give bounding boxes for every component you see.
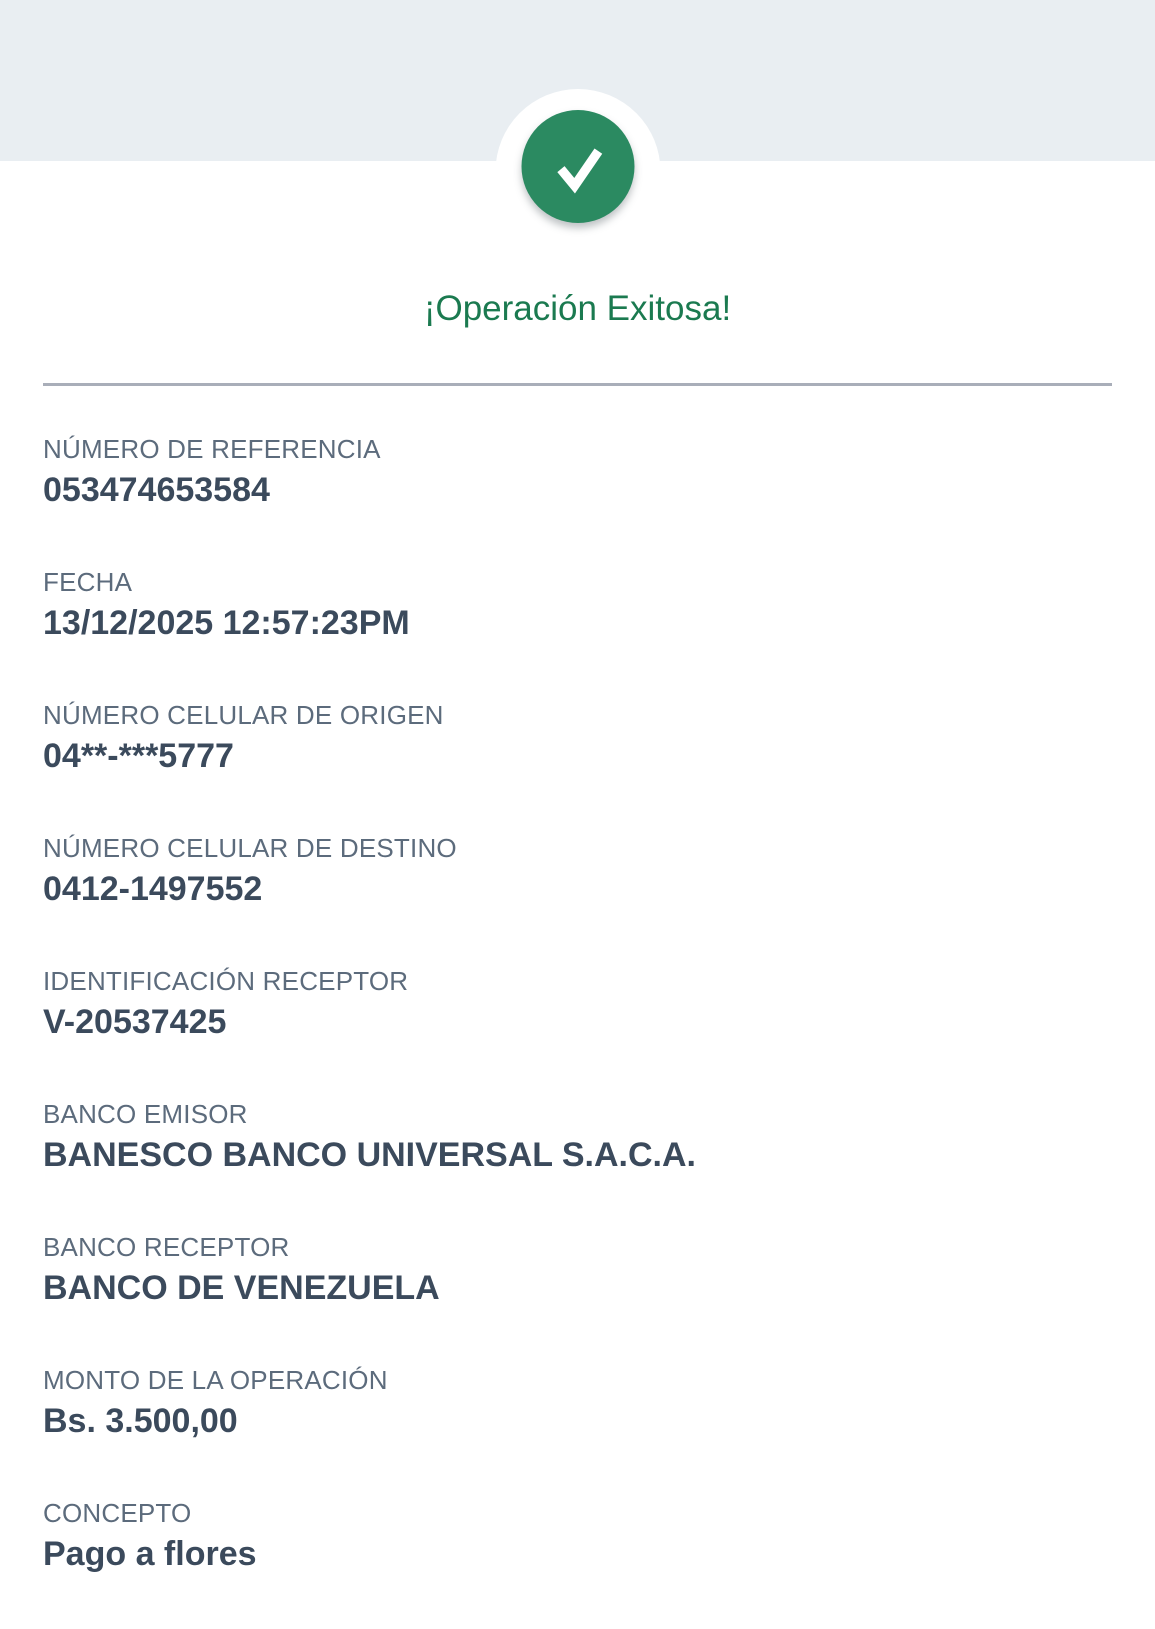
field-label: CONCEPTO: [43, 1498, 192, 1528]
field-value: 0412-1497552: [43, 870, 263, 908]
field-label: BANCO RECEPTOR: [43, 1232, 290, 1262]
field-identificacion-receptor: [43, 964, 1112, 1043]
success-badge: [495, 89, 660, 254]
field-celular-origen: [43, 698, 1112, 777]
field-label: NÚMERO CELULAR DE DESTINO: [43, 833, 457, 863]
field-monto-operacion: [43, 1363, 1112, 1442]
field-label: NÚMERO CELULAR DE ORIGEN: [43, 700, 444, 730]
receipt-fields: [0, 432, 1155, 1575]
field-label: FECHA: [43, 567, 133, 597]
field-banco-receptor: [43, 1230, 1112, 1309]
field-value: BANCO DE VENEZUELA: [43, 1269, 440, 1307]
field-numero-referencia: [43, 432, 1112, 511]
check-icon: [542, 131, 614, 203]
field-label: MONTO DE LA OPERACIÓN: [43, 1365, 388, 1395]
field-celular-destino: [43, 831, 1112, 910]
field-label: NÚMERO DE REFERENCIA: [43, 434, 381, 464]
field-value: V-20537425: [43, 1003, 227, 1041]
field-fecha: [43, 565, 1112, 644]
field-label: BANCO EMISOR: [43, 1099, 248, 1129]
field-value: 053474653584: [43, 471, 270, 509]
field-value: 04**-***5777: [43, 737, 234, 775]
divider: [43, 383, 1112, 386]
field-label: IDENTIFICACIÓN RECEPTOR: [43, 966, 409, 996]
field-value: Pago a flores: [43, 1535, 257, 1573]
field-value: 13/12/2025 12:57:23PM: [43, 604, 410, 642]
page-title: ¡Operación Exitosa!: [423, 289, 732, 328]
field-banco-emisor: [43, 1097, 1112, 1176]
field-value: BANESCO BANCO UNIVERSAL S.A.C.A.: [43, 1136, 696, 1174]
field-value: Bs. 3.500,00: [43, 1402, 238, 1440]
field-concepto: [43, 1496, 1112, 1575]
check-circle: [521, 110, 634, 223]
